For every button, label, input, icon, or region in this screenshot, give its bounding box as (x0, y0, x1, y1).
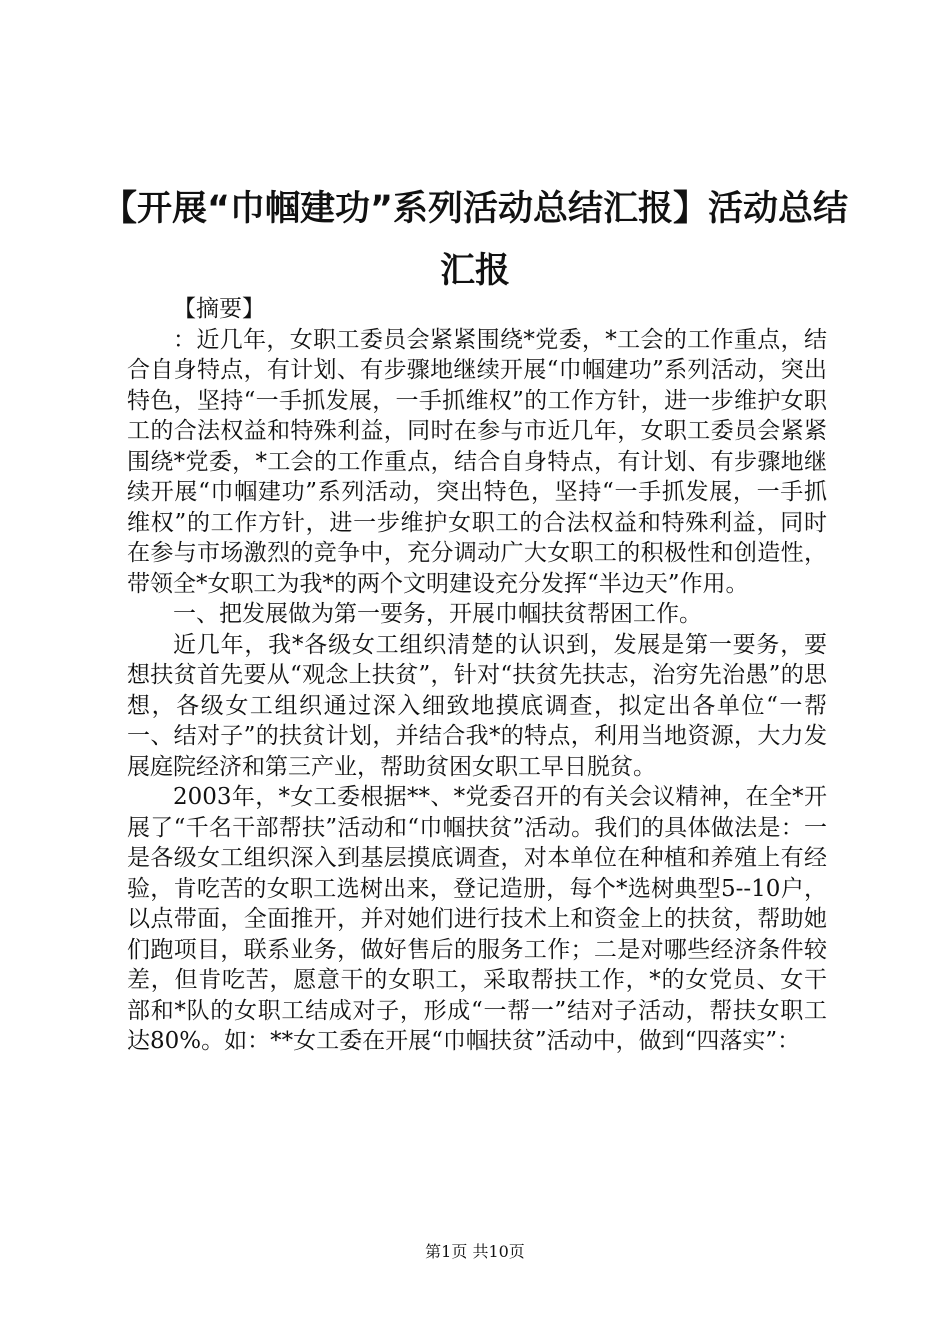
paragraph-poverty-relief: 近几年，我*各级女工组织清楚的认识到，发展是第一要务，要想扶贫首先要从“观念上扶贫”，针对“扶贫先扶志，治穷先治愚”的思想，各级女工组织通过深入细致地摸底调查，拟定出各单位“一帮一、结对子”的扶贫计划，并结合我*的特点，利用当地资源，大力发展庭院经济和第三产业，帮助贫困女职工早日脱贫。 (127, 631, 827, 780)
paragraph-abstract: ：近几年，女职工委员会紧紧围绕*党委，*工会的工作重点，结合自身特点，有计划、有步骤地继续开展“巾帼建功”系列活动，突出特色，坚持“一手抓发展，一手抓维权”的工作方针，进一步维护女职工的合法权益和特殊利益，同时在参与市近几年，女职工委员会紧紧围绕*党委，*工会的工作重点，结合自身特点，有计划、有步骤地继续开展“巾帼建功”系列活动，突出特色，坚持“一手抓发展，一手抓维权”的工作方针，进一步维护女职工的合法权益和特殊利益，同时在参与市场激烈的竞争中，充分调动广大女职工的积极性和创造性，带领全*女职工为我*的两个文明建设充分发挥“半边天”作用。 (127, 326, 827, 597)
abstract-label: 【摘要】 (173, 296, 265, 322)
paragraph-2003-activities: 2003年，*女工委根据**、*党委召开的有关会议精神，在全*开展了“千名干部帮扶”活动和“巾帼扶贫”活动。我们的具体做法是：一是各级女工组织深入到基层摸底调查，对本单位在种植和养殖上有经验，肯吃苦的女职工选树出来，登记造册，每个*选树典型5--10户，以点带面，全面推开，并对她们进行技术上和资金上的扶贫，帮助她们跑项目，联系业务，做好售后的服务工作；二是对哪些经济条件较差，但肯吃苦，愿意干的女职工，采取帮扶工作，*的女党员、女干部和*队的女职工结成对子，形成“一帮一”结对子活动，帮扶女职工达80%。如：**女工委在开展“巾帼扶贫”活动中，做到“四落实”： (127, 784, 827, 1054)
paragraph-section-heading: 一、把发展做为第一要务，开展巾帼扶贫帮困工作。 (173, 601, 702, 627)
document-body (127, 294, 827, 1057)
document-title: 【开展“巾帼建功”系列活动总结汇报】活动总结汇报 (101, 189, 848, 291)
page-number-footer: 第1页 共10页 (425, 1242, 525, 1261)
